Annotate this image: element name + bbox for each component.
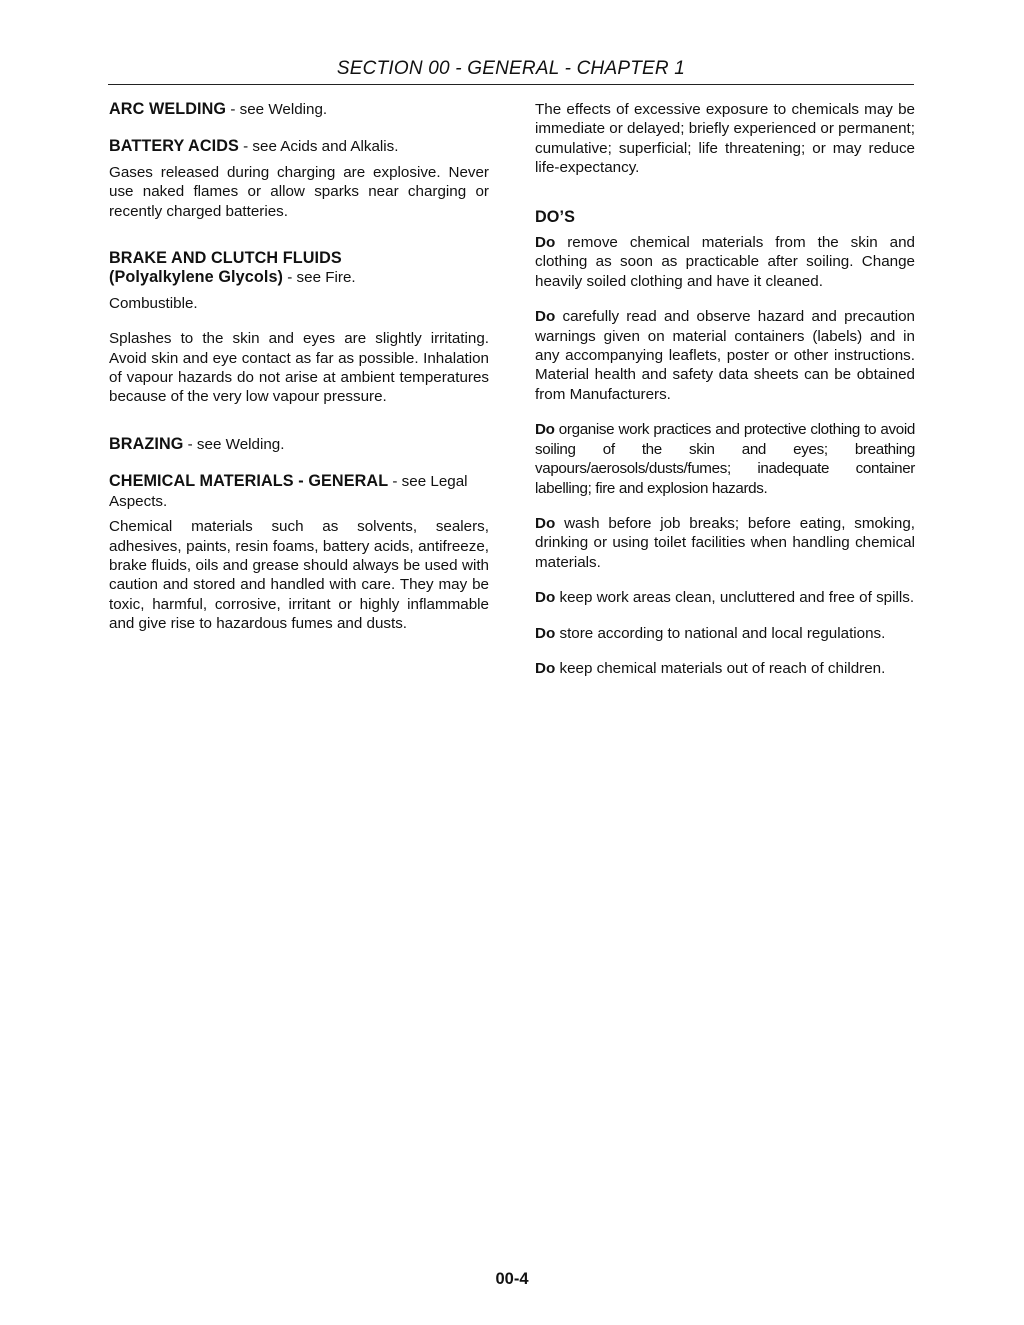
brazing-heading xyxy=(109,435,489,454)
chemical-materials-body: Chemical materials such as solvents, sealers, adhesives, paints, resin foams, battery acids, antifreeze, brake fluids, oils and grease should always be used with caution and stored and handled with care. They may be toxic, harmful, corrosive, irritant or highly inflammable and give rise to hazardous fumes and dusts. xyxy=(109,518,489,633)
chemical-materials-title: CHEMICAL MATERIALS - GENERAL xyxy=(109,472,389,491)
brazing-title: BRAZING xyxy=(109,434,184,453)
header-rule xyxy=(108,84,914,85)
do-text: organise work practices and protective clothing to avoid soiling of the skin and eyes; breathing vapours/aerosols/dusts/fumes; inadequate container labelling; fire and explosion hazards. xyxy=(535,421,915,497)
battery-acids-title: BATTERY ACIDS xyxy=(109,137,239,156)
do-item xyxy=(535,307,915,404)
arc-welding-see: - see Welding. xyxy=(226,101,328,118)
do-text: remove chemical materials from the skin and clothing as soon as practicable after soiling. Change heavily soiled clothing and have it cleaned. xyxy=(535,234,915,290)
dos-title: DO’S xyxy=(535,207,575,226)
battery-acids-heading xyxy=(109,137,489,156)
do-label: Do xyxy=(535,234,556,252)
battery-acids-see: - see Acids and Alkalis. xyxy=(238,138,399,156)
chemical-materials-heading xyxy=(109,472,489,511)
page-number: 00-4 xyxy=(495,1270,529,1288)
chemical-materials-see: - see Legal Aspects. xyxy=(109,473,468,510)
do-text: store according to national and local regulations. xyxy=(555,624,886,642)
arc-welding-heading xyxy=(109,100,489,119)
do-item xyxy=(535,514,915,572)
left-column xyxy=(109,100,489,634)
brake-fluids-body-2: Splashes to the skin and eyes are slightly irritating. Avoid skin and eye contact as far as possible. Inhalation of vapour hazards do not arise at ambient temperatures because of the very low vapour pressure. xyxy=(109,330,489,406)
do-label: Do xyxy=(535,624,556,642)
do-label: Do xyxy=(535,308,556,326)
do-text: carefully read and observe hazard and precaution warnings given on material containers (labels) and in any accompanying leaflets, poster or other instructions. Material health and safety data sheets can be obtained from Manufacturers. xyxy=(535,308,915,403)
do-item xyxy=(535,420,915,498)
do-text: keep chemical materials out of reach of children. xyxy=(555,659,886,677)
dos-heading xyxy=(535,208,915,227)
do-text: keep work areas clean, uncluttered and free of spills. xyxy=(555,589,915,607)
brake-fluids-heading xyxy=(109,249,489,288)
do-label: Do xyxy=(535,589,556,607)
brake-fluids-title: BRAKE AND CLUTCH FLUIDS xyxy=(109,249,342,268)
do-label: Do xyxy=(535,421,555,439)
section-header: SECTION 00 - GENERAL - CHAPTER 1 xyxy=(336,58,686,79)
arc-welding-title: ARC WELDING xyxy=(109,100,227,118)
battery-acids-body: Gases released during charging are explosive. Never use naked flames or allow sparks near charging or recently charged batteries. xyxy=(109,163,489,220)
do-item xyxy=(535,233,915,291)
brazing-see: - see Welding. xyxy=(183,435,285,453)
do-item xyxy=(535,588,915,607)
do-label: Do xyxy=(535,514,556,532)
do-label: Do xyxy=(535,659,556,677)
brake-fluids-body-1: Combustible. xyxy=(109,294,198,312)
chemical-effects-intro: The effects of excessive exposure to chemicals may be immediate or delayed; briefly experienced or permanent; cumulative; superficial; life threatening; or may reduce life-expectancy. xyxy=(535,101,915,177)
brake-fluids-see: - see Fire. xyxy=(283,269,356,287)
do-item xyxy=(535,624,915,643)
do-text: wash before job breaks; before eating, smoking, drinking or using toilet facilities when handling chemical materials. xyxy=(535,514,915,571)
brake-fluids-subtitle: (Polyalkylene Glycols) xyxy=(109,268,284,287)
right-column xyxy=(535,100,915,678)
do-item xyxy=(535,659,915,678)
